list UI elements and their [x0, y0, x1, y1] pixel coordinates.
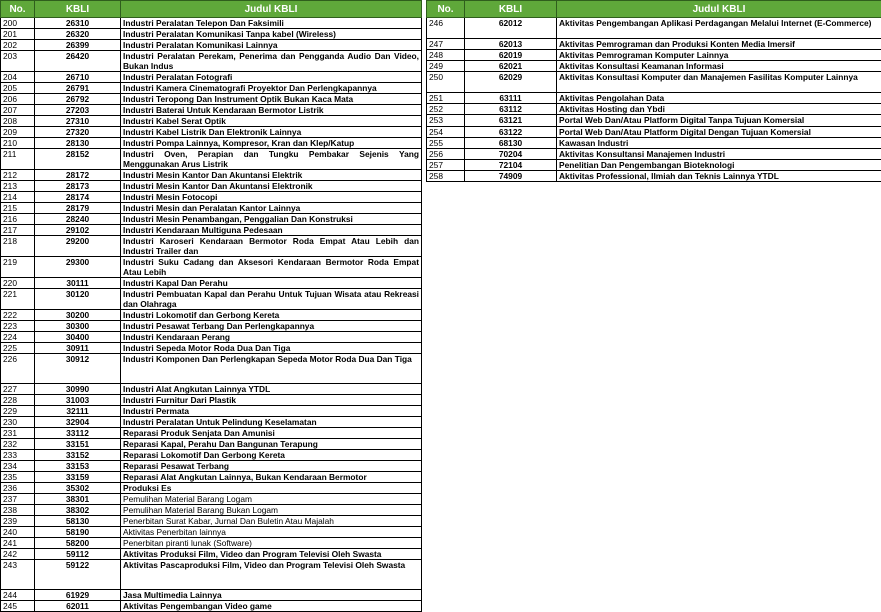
table-row	[1, 310, 422, 321]
cell-no: 240	[1, 527, 35, 538]
cell-kbli: 27310	[35, 116, 121, 127]
table-row	[1, 105, 422, 116]
cell-kbli: 63111	[465, 93, 557, 104]
cell-no: 228	[1, 395, 35, 406]
cell-no: 202	[1, 40, 35, 51]
cell-kbli: 28179	[35, 203, 121, 214]
cell-kbli: 27203	[35, 105, 121, 116]
cell-judul: Portal Web Dan/Atau Platform Digital Dengan Tujuan Komersial	[557, 126, 881, 137]
cell-kbli: 59122	[35, 560, 121, 590]
cell-no: 242	[1, 549, 35, 560]
table-row	[427, 39, 881, 50]
cell-judul: Industri Pompa Lainnya, Kompresor, Kran dan Klep/Katup	[121, 138, 422, 149]
cell-judul: Kawasan Industri	[557, 137, 881, 148]
cell-no: 237	[1, 494, 35, 505]
cell-judul: Industri Mesin Kantor Dan Akuntansi Elektrik	[121, 170, 422, 181]
cell-no: 227	[1, 384, 35, 395]
table-row	[1, 406, 422, 417]
table-row	[427, 93, 881, 104]
cell-kbli: 33153	[35, 461, 121, 472]
cell-kbli: 35302	[35, 483, 121, 494]
cell-no: 253	[427, 115, 465, 126]
cell-judul: Industri Kamera Cinematografi Proyektor Dan Perlengkapannya	[121, 83, 422, 94]
cell-no: 203	[1, 51, 35, 72]
header-judul: Judul KBLI	[557, 1, 881, 18]
cell-kbli: 28130	[35, 138, 121, 149]
table-body-left	[1, 18, 422, 612]
cell-no: 252	[427, 104, 465, 115]
table-row	[1, 29, 422, 40]
table-row	[1, 590, 422, 601]
cell-kbli: 26710	[35, 72, 121, 83]
table-row	[1, 203, 422, 214]
cell-no: 217	[1, 225, 35, 236]
cell-no: 238	[1, 505, 35, 516]
cell-kbli: 30200	[35, 310, 121, 321]
cell-kbli: 30990	[35, 384, 121, 395]
cell-kbli: 26420	[35, 51, 121, 72]
table-row	[1, 149, 422, 170]
cell-judul: Industri Kapal Dan Perahu	[121, 278, 422, 289]
cell-judul: Aktivitas Pengembangan Aplikasi Perdagangan Melalui Internet (E-Commerce)	[557, 18, 881, 39]
table-row	[1, 538, 422, 549]
table-row	[427, 18, 881, 39]
table-row	[1, 343, 422, 354]
cell-judul: Reparasi Pesawat Terbang	[121, 461, 422, 472]
cell-judul: Aktivitas Pascaproduksi Film, Video dan Program Televisi Oleh Swasta	[121, 560, 422, 590]
table-row	[1, 428, 422, 439]
cell-judul: Industri Peralatan Komunikasi Lainnya	[121, 40, 422, 51]
cell-kbli: 26791	[35, 83, 121, 94]
cell-no: 255	[427, 137, 465, 148]
cell-kbli: 31003	[35, 395, 121, 406]
cell-judul: Aktivitas Pemrograman Komputer Lainnya	[557, 50, 881, 61]
cell-no: 201	[1, 29, 35, 40]
table-row	[1, 395, 422, 406]
cell-judul: Industri Suku Cadang dan Aksesori Kendaraan Bermotor Roda Empat Atau Lebih	[121, 257, 422, 278]
cell-no: 215	[1, 203, 35, 214]
cell-judul: Aktivitas Penerbitan lainnya	[121, 527, 422, 538]
header-kbli: KBLI	[35, 1, 121, 18]
table-row	[1, 516, 422, 527]
cell-kbli: 38301	[35, 494, 121, 505]
cell-judul: Industri Alat Angkutan Lainnya YTDL	[121, 384, 422, 395]
cell-no: 230	[1, 417, 35, 428]
cell-kbli: 26399	[35, 40, 121, 51]
table-row	[1, 192, 422, 203]
table-row	[1, 494, 422, 505]
cell-judul: Aktivitas Pengolahan Data	[557, 93, 881, 104]
table-row	[1, 94, 422, 105]
table-row	[1, 417, 422, 428]
cell-no: 209	[1, 127, 35, 138]
cell-kbli: 30300	[35, 321, 121, 332]
cell-judul: Pemulihan Material Barang Bukan Logam	[121, 505, 422, 516]
cell-no: 248	[427, 50, 465, 61]
cell-no: 251	[427, 93, 465, 104]
cell-judul: Aktivitas Produksi Film, Video dan Program Televisi Oleh Swasta	[121, 549, 422, 560]
cell-no: 223	[1, 321, 35, 332]
cell-kbli: 38302	[35, 505, 121, 516]
cell-no: 206	[1, 94, 35, 105]
cell-kbli: 30400	[35, 332, 121, 343]
cell-judul: Industri Mesin dan Peralatan Kantor Lainnya	[121, 203, 422, 214]
table-row	[1, 289, 422, 310]
cell-kbli: 32111	[35, 406, 121, 417]
cell-kbli: 33112	[35, 428, 121, 439]
cell-kbli: 63112	[465, 104, 557, 115]
cell-no: 208	[1, 116, 35, 127]
cell-no: 236	[1, 483, 35, 494]
cell-judul: Industri Karoseri Kendaraan Bermotor Roda Empat Atau Lebih dan Industri Trailer dan	[121, 236, 422, 257]
cell-judul: Reparasi Lokomotif Dan Gerbong Kereta	[121, 450, 422, 461]
table-row	[1, 236, 422, 257]
cell-kbli: 28174	[35, 192, 121, 203]
table-row	[1, 450, 422, 461]
cell-kbli: 62011	[35, 601, 121, 612]
cell-no: 200	[1, 18, 35, 29]
cell-judul: Industri Mesin Penambangan, Penggalian Dan Konstruksi	[121, 214, 422, 225]
table-row	[427, 72, 881, 93]
cell-no: 224	[1, 332, 35, 343]
cell-kbli: 59112	[35, 549, 121, 560]
cell-no: 247	[427, 39, 465, 50]
table-row	[1, 384, 422, 395]
cell-no: 234	[1, 461, 35, 472]
table-row	[1, 72, 422, 83]
cell-judul: Industri Baterai Untuk Kendaraan Bermotor Listrik	[121, 105, 422, 116]
cell-kbli: 63121	[465, 115, 557, 126]
table-row	[1, 332, 422, 343]
table-row	[427, 170, 881, 181]
table-row	[1, 278, 422, 289]
cell-kbli: 62021	[465, 61, 557, 72]
cell-judul: Industri Furnitur Dari Plastik	[121, 395, 422, 406]
cell-no: 221	[1, 289, 35, 310]
cell-kbli: 62029	[465, 72, 557, 93]
cell-kbli: 27320	[35, 127, 121, 138]
table-row	[1, 83, 422, 94]
table-body-right	[427, 18, 881, 182]
cell-judul: Industri Peralatan Perekam, Penerima dan Pengganda Audio Dan Video, Bukan Indus	[121, 51, 422, 72]
cell-kbli: 29102	[35, 225, 121, 236]
header-kbli: KBLI	[465, 1, 557, 18]
cell-no: 218	[1, 236, 35, 257]
cell-judul: Aktivitas Pemrograman dan Produksi Konten Media Imersif	[557, 39, 881, 50]
cell-judul: Industri Peralatan Telepon Dan Faksimili	[121, 18, 422, 29]
cell-no: 254	[427, 126, 465, 137]
cell-kbli: 58200	[35, 538, 121, 549]
cell-kbli: 61929	[35, 590, 121, 601]
cell-no: 250	[427, 72, 465, 93]
cell-no: 231	[1, 428, 35, 439]
table-row	[1, 18, 422, 29]
cell-no: 249	[427, 61, 465, 72]
cell-judul: Industri Kendaraan Multiguna Pedesaan	[121, 225, 422, 236]
cell-no: 222	[1, 310, 35, 321]
cell-kbli: 30912	[35, 354, 121, 384]
cell-judul: Industri Pesawat Terbang Dan Perlengkapannya	[121, 321, 422, 332]
table-row	[1, 127, 422, 138]
cell-judul: Industri Oven, Perapian dan Tungku Pembakar Sejenis Yang Menggunakan Arus Listrik	[121, 149, 422, 170]
table-row	[1, 549, 422, 560]
cell-kbli: 62019	[465, 50, 557, 61]
table-row	[427, 115, 881, 126]
kbli-table-left	[0, 0, 422, 612]
cell-kbli: 58130	[35, 516, 121, 527]
cell-kbli: 62012	[465, 18, 557, 39]
table-row	[1, 439, 422, 450]
cell-judul: Industri Sepeda Motor Roda Dua Dan Tiga	[121, 343, 422, 354]
cell-no: 225	[1, 343, 35, 354]
table-row	[1, 461, 422, 472]
cell-judul: Jasa Multimedia Lainnya	[121, 590, 422, 601]
cell-kbli: 33159	[35, 472, 121, 483]
cell-judul: Penelitian Dan Pengembangan Bioteknologi	[557, 159, 881, 170]
table-row	[427, 61, 881, 72]
table-row	[1, 354, 422, 384]
cell-judul: Industri Kendaraan Perang	[121, 332, 422, 343]
cell-no: 220	[1, 278, 35, 289]
cell-kbli: 33152	[35, 450, 121, 461]
cell-no: 216	[1, 214, 35, 225]
cell-kbli: 26320	[35, 29, 121, 40]
cell-kbli: 62013	[465, 39, 557, 50]
cell-kbli: 70204	[465, 148, 557, 159]
cell-judul: Penerbitan Surat Kabar, Jurnal Dan Buletin Atau Majalah	[121, 516, 422, 527]
cell-kbli: 32904	[35, 417, 121, 428]
cell-judul: Industri Mesin Kantor Dan Akuntansi Elektronik	[121, 181, 422, 192]
cell-kbli: 68130	[465, 137, 557, 148]
cell-no: 246	[427, 18, 465, 39]
cell-judul: Aktivitas Hosting dan Ybdi	[557, 104, 881, 115]
cell-judul: Industri Peralatan Komunikasi Tanpa kabel (Wireless)	[121, 29, 422, 40]
cell-no: 258	[427, 170, 465, 181]
cell-judul: Pemulihan Material Barang Logam	[121, 494, 422, 505]
cell-kbli: 58190	[35, 527, 121, 538]
cell-kbli: 63122	[465, 126, 557, 137]
cell-judul: Industri Teropong Dan Instrument Optik Bukan Kaca Mata	[121, 94, 422, 105]
kbli-table-right	[426, 0, 881, 182]
cell-judul: Industri Peralatan Fotografi	[121, 72, 422, 83]
cell-judul: Penerbitan piranti lunak (Software)	[121, 538, 422, 549]
cell-kbli: 74909	[465, 170, 557, 181]
cell-no: 239	[1, 516, 35, 527]
cell-no: 256	[427, 148, 465, 159]
cell-no: 245	[1, 601, 35, 612]
cell-judul: Industri Komponen Dan Perlengkapan Sepeda Motor Roda Dua Dan Tiga	[121, 354, 422, 384]
table-row	[1, 560, 422, 590]
cell-judul: Reparasi Alat Angkutan Lainnya, Bukan Kendaraan Bermotor	[121, 472, 422, 483]
table-row	[1, 214, 422, 225]
table-row	[427, 137, 881, 148]
header-row	[1, 1, 422, 18]
table-row	[1, 170, 422, 181]
cell-no: 213	[1, 181, 35, 192]
table-row	[427, 50, 881, 61]
header-no: No.	[1, 1, 35, 18]
cell-no: 214	[1, 192, 35, 203]
cell-no: 219	[1, 257, 35, 278]
cell-no: 211	[1, 149, 35, 170]
cell-judul: Aktivitas Pengembangan Video game	[121, 601, 422, 612]
table-row	[1, 225, 422, 236]
cell-kbli: 28240	[35, 214, 121, 225]
cell-kbli: 30911	[35, 343, 121, 354]
header-row	[427, 1, 881, 18]
table-row	[1, 321, 422, 332]
cell-no: 257	[427, 159, 465, 170]
table-row	[1, 601, 422, 612]
cell-judul: Industri Mesin Fotocopi	[121, 192, 422, 203]
cell-kbli: 30120	[35, 289, 121, 310]
cell-no: 243	[1, 560, 35, 590]
cell-no: 205	[1, 83, 35, 94]
table-row	[427, 104, 881, 115]
table-row	[1, 472, 422, 483]
table-row	[1, 116, 422, 127]
cell-kbli: 33151	[35, 439, 121, 450]
cell-no: 207	[1, 105, 35, 116]
cell-no: 232	[1, 439, 35, 450]
table-row	[1, 505, 422, 516]
cell-no: 233	[1, 450, 35, 461]
cell-judul: Industri Pembuatan Kapal dan Perahu Untuk Tujuan Wisata atau Rekreasi dan Olahraga	[121, 289, 422, 310]
table-row	[427, 126, 881, 137]
cell-judul: Aktivitas Konsultansi Manajemen Industri	[557, 148, 881, 159]
table-row	[1, 138, 422, 149]
cell-judul: Portal Web Dan/Atau Platform Digital Tanpa Tujuan Komersial	[557, 115, 881, 126]
cell-no: 235	[1, 472, 35, 483]
cell-no: 244	[1, 590, 35, 601]
cell-kbli: 28173	[35, 181, 121, 192]
cell-judul: Industri Kabel Serat Optik	[121, 116, 422, 127]
cell-judul: Aktivitas Konsultasi Komputer dan Manajemen Fasilitas Komputer Lainnya	[557, 72, 881, 93]
header-judul: Judul KBLI	[121, 1, 422, 18]
table-row	[1, 483, 422, 494]
header-no: No.	[427, 1, 465, 18]
cell-kbli: 26792	[35, 94, 121, 105]
cell-kbli: 72104	[465, 159, 557, 170]
cell-judul: Industri Kabel Listrik Dan Elektronik Lainnya	[121, 127, 422, 138]
table-row	[1, 181, 422, 192]
cell-no: 229	[1, 406, 35, 417]
cell-judul: Produksi Es	[121, 483, 422, 494]
cell-judul: Industri Lokomotif dan Gerbong Kereta	[121, 310, 422, 321]
cell-no: 241	[1, 538, 35, 549]
cell-kbli: 28172	[35, 170, 121, 181]
cell-no: 226	[1, 354, 35, 384]
cell-no: 212	[1, 170, 35, 181]
cell-kbli: 28152	[35, 149, 121, 170]
cell-judul: Aktivitas Professional, Ilmiah dan Teknis Lainnya YTDL	[557, 170, 881, 181]
cell-kbli: 30111	[35, 278, 121, 289]
cell-no: 210	[1, 138, 35, 149]
cell-kbli: 29300	[35, 257, 121, 278]
cell-judul: Reparasi Kapal, Perahu Dan Bangunan Terapung	[121, 439, 422, 450]
table-row	[427, 148, 881, 159]
table-row	[1, 257, 422, 278]
table-row	[1, 40, 422, 51]
cell-judul: Aktivitas Konsultasi Keamanan Informasi	[557, 61, 881, 72]
cell-no: 204	[1, 72, 35, 83]
cell-judul: Reparasi Produk Senjata Dan Amunisi	[121, 428, 422, 439]
table-row	[1, 51, 422, 72]
cell-judul: Industri Permata	[121, 406, 422, 417]
cell-kbli: 26310	[35, 18, 121, 29]
cell-kbli: 29200	[35, 236, 121, 257]
cell-judul: Industri Peralatan Untuk Pelindung Keselamatan	[121, 417, 422, 428]
table-row	[427, 159, 881, 170]
table-row	[1, 527, 422, 538]
